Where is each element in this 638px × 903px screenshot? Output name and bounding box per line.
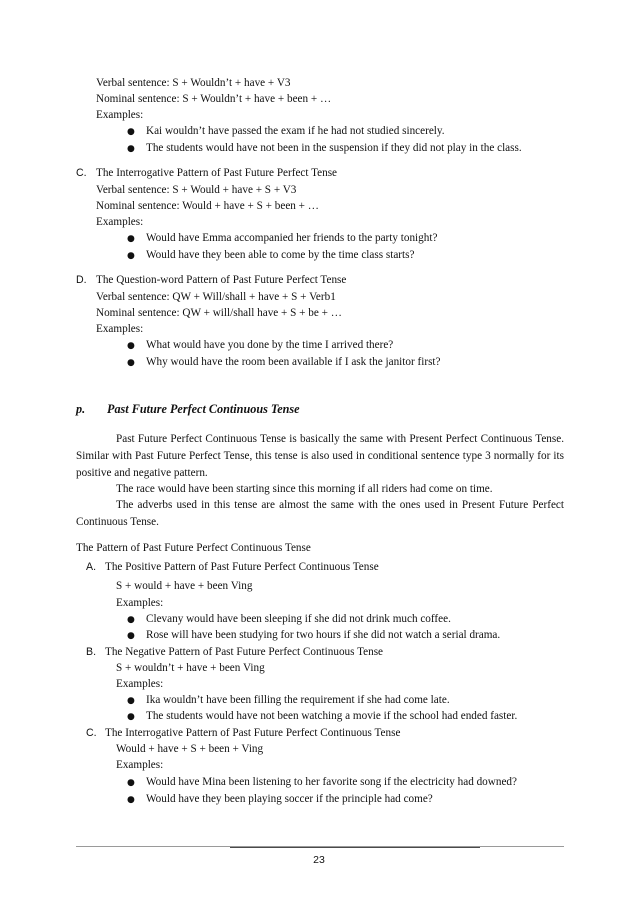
- bullet-icon: ●: [127, 127, 135, 137]
- section-c-title: The Interrogative Pattern of Past Future Perfect Tense: [96, 167, 338, 179]
- pattern-b-letter: B.: [86, 646, 97, 658]
- pattern-b-examples-label: Examples:: [116, 678, 164, 690]
- neg-verbal-sentence: Verbal sentence: S + Wouldn’t + have + V3: [96, 77, 291, 89]
- bullet-icon: ●: [127, 341, 135, 351]
- section-c-examples-label: Examples:: [96, 216, 144, 228]
- page-number: 23: [313, 854, 325, 866]
- section-d-examples-label: Examples:: [96, 323, 144, 335]
- list-item: ● What would have you done by the time I arrived there?: [127, 338, 393, 355]
- bullet-icon: ●: [127, 712, 135, 722]
- pattern-b-formula: S + wouldn’t + have + been Ving: [116, 662, 265, 674]
- list-item: ● The students would have not been watching a movie if the school had ended faster.: [127, 709, 517, 726]
- paragraph-example: The race would have been starting since this morning if all riders had come on time.: [116, 483, 493, 495]
- pattern-a-examples-label: Examples:: [116, 597, 164, 609]
- section-c-verbal: Verbal sentence: S + Would + have + S + V3: [96, 184, 297, 196]
- section-c-nominal: Nominal sentence: Would + have + S + been + …: [96, 200, 319, 212]
- section-p-letter: p.: [76, 402, 86, 416]
- list-item: ● Clevany would have been sleeping if she did not drink much coffee.: [127, 612, 451, 629]
- pattern-c-letter: C.: [86, 727, 97, 739]
- list-item: ● Ika wouldn’t have been filling the requirement if she had come late.: [127, 693, 450, 710]
- pattern-a-title: The Positive Pattern of Past Future Perfect Continuous Tense: [105, 561, 379, 573]
- list-item: ● Rose will have been studying for two hours if she did not watch a serial drama.: [127, 628, 500, 645]
- pattern-a-formula: S + would + have + been Ving: [116, 580, 253, 592]
- neg-examples-label: Examples:: [96, 109, 144, 121]
- section-d-letter: D.: [76, 274, 87, 286]
- bullet-icon: ●: [127, 795, 135, 805]
- section-c-letter: C.: [76, 167, 87, 179]
- pattern-c-title: The Interrogative Pattern of Past Future Perfect Continuous Tense: [105, 727, 401, 739]
- list-item: ● Would have Mina been listening to her favorite song if the electricity had downed?: [127, 775, 517, 792]
- paragraph-intro: Past Future Perfect Continuous Tense is basically the same with Present Perfect Continuous Tense. Similar with Past Future Perfect Tense, this tense is also used in conditional sentence type 3 normally for its positive and negative pattern.: [76, 433, 564, 480]
- list-item: ● The students would have not been in the suspension if they did not play in the class.: [127, 141, 522, 158]
- list-item: ● Would have they been able to come by the time class starts?: [127, 248, 414, 265]
- bullet-icon: ●: [127, 234, 135, 244]
- bullet-icon: ●: [127, 696, 135, 706]
- footer-divider-accent: [230, 847, 480, 848]
- bullet-icon: ●: [127, 615, 135, 625]
- list-item: ● Why would have the room been available if I ask the janitor first?: [127, 355, 441, 372]
- neg-nominal-sentence: Nominal sentence: S + Wouldn’t + have + been + …: [96, 93, 332, 105]
- bullet-icon: ●: [127, 358, 135, 368]
- pattern-a-letter: A.: [86, 561, 97, 573]
- list-item: ● Would have Emma accompanied her friends to the party tonight?: [127, 231, 437, 248]
- list-item: ● Kai wouldn’t have passed the exam if he had not studied sincerely.: [127, 124, 445, 141]
- section-d-verbal: Verbal sentence: QW + Will/shall + have + S + Verb1: [96, 291, 336, 303]
- pattern-c-formula: Would + have + S + been + Ving: [116, 743, 264, 755]
- bullet-icon: ●: [127, 251, 135, 261]
- section-d-title: The Question-word Pattern of Past Future Perfect Tense: [96, 274, 347, 286]
- pattern-b-title: The Negative Pattern of Past Future Perfect Continuous Tense: [105, 646, 384, 658]
- bullet-icon: ●: [127, 144, 135, 154]
- section-p-title: Past Future Perfect Continuous Tense: [107, 402, 300, 416]
- paragraph-adverbs: The adverbs used in this tense are almost the same with the ones used in Present Future Perfect Continuous Tense.: [76, 499, 564, 529]
- pattern-heading: The Pattern of Past Future Perfect Continuous Tense: [76, 542, 311, 554]
- section-d-nominal: Nominal sentence: QW + will/shall have + S + be + …: [96, 307, 342, 319]
- list-item: ● Would have they been playing soccer if the principle had come?: [127, 792, 433, 809]
- pattern-c-examples-label: Examples:: [116, 759, 164, 771]
- bullet-icon: ●: [127, 631, 135, 641]
- bullet-icon: ●: [127, 778, 135, 788]
